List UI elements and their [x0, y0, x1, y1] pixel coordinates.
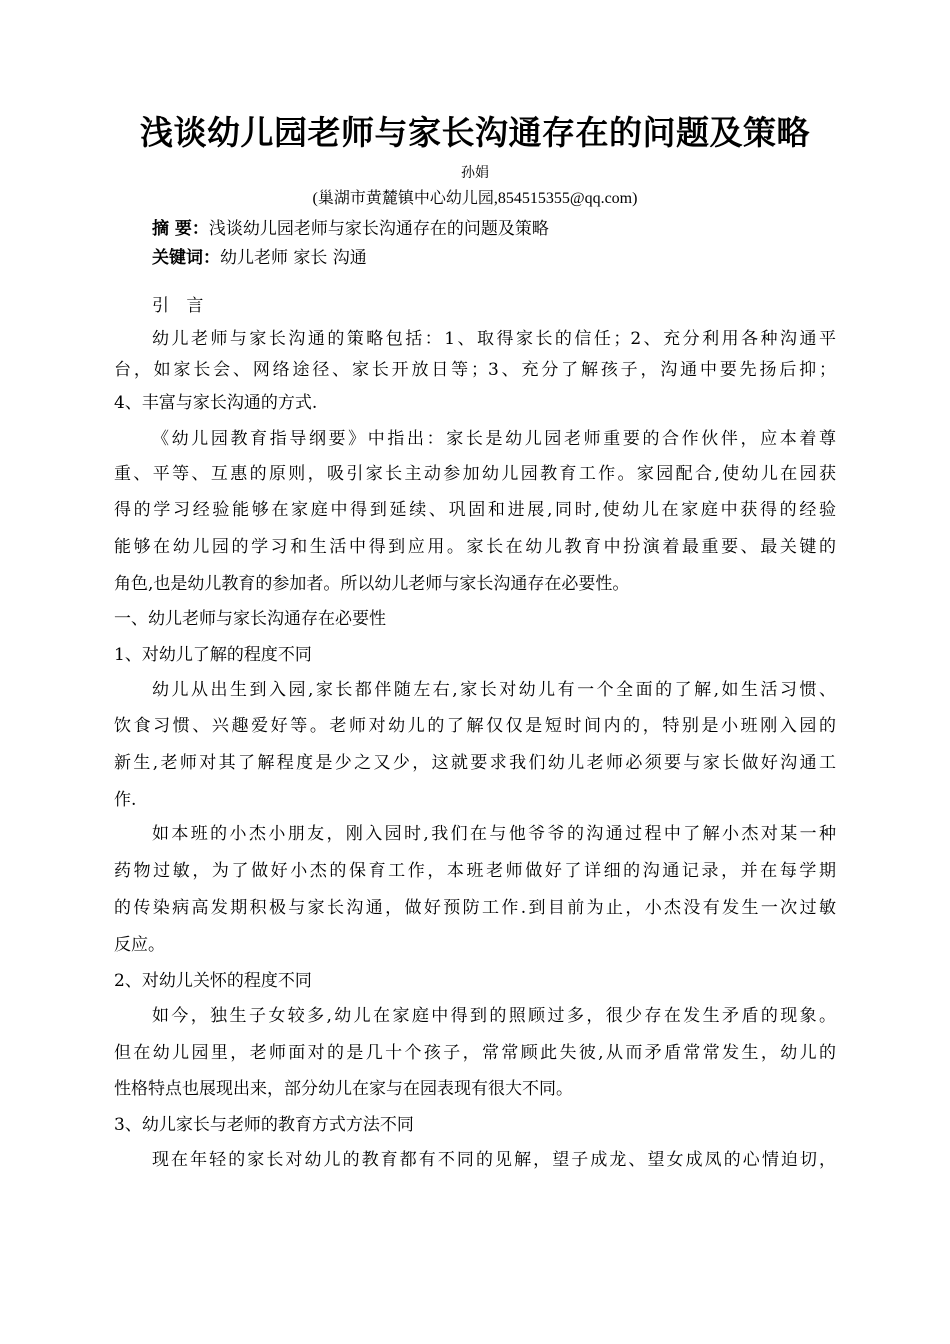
- body-line: 如本班的小杰小朋友，刚入园时,我们在与他爷爷的沟通过程中了解小杰对某一种: [152, 824, 836, 844]
- body-line: 幼儿从出生到入园,家长都伴随左右,家长对幼儿有一个全面的了解,如生活习惯、: [152, 680, 836, 700]
- intro-heading: 引 言: [152, 296, 210, 316]
- body-line: 角色,也是幼儿教育的参加者。所以幼儿老师与家长沟通存在必要性。: [114, 574, 630, 594]
- subsection-heading: 1、对幼儿了解的程度不同: [114, 645, 312, 665]
- body-line: 作.: [114, 790, 137, 810]
- body-line: 重、平等、互惠的原则，吸引家长主动参加幼儿园教育工作。家园配合,使幼儿在园获: [114, 464, 836, 484]
- body-line: 4、丰富与家长沟通的方式.: [114, 393, 318, 413]
- body-line: 能够在幼儿园的学习和生活中得到应用。家长在幼儿教育中扮演着最重要、最关键的: [114, 537, 836, 557]
- body-line: 新生,老师对其了解程度是少之又少，这就要求我们幼儿老师必须要与家长做好沟通工: [114, 753, 836, 773]
- keywords-line: [152, 245, 367, 271]
- body-line: 的传染病高发期积极与家长沟通，做好预防工作.到目前为止，小杰没有发生一次过敏: [114, 898, 836, 918]
- subsection-heading: 2、对幼儿关怀的程度不同: [114, 971, 312, 991]
- body-line: 反应。: [114, 935, 165, 955]
- body-line: 《幼儿园教育指导纲要》中指出：家长是幼儿园老师重要的合作伙伴，应本着尊: [152, 429, 836, 449]
- body-line: 药物过敏，为了做好小杰的保育工作，本班老师做好了详细的沟通记录，并在每学期: [114, 861, 836, 881]
- subsection-heading: 3、幼儿家长与老师的教育方式方法不同: [114, 1115, 414, 1135]
- author-name: 孙娟: [461, 165, 489, 181]
- paper-title: 浅谈幼儿园老师与家长沟通存在的问题及策略: [140, 113, 810, 152]
- body-line: 台，如家长会、网络途径、家长开放日等；3、充分了解孩子，沟通中要先扬后抑；: [114, 360, 836, 380]
- body-line: 但在幼儿园里，老师面对的是几十个孩子，常常顾此失彼,从而矛盾常常发生，幼儿的: [114, 1043, 836, 1063]
- keywords-label: 关键词：: [152, 248, 220, 268]
- body-line: 性格特点也展现出来，部分幼儿在家与在园表现有很大不同。: [114, 1079, 573, 1099]
- abstract-label: 摘 要：: [152, 219, 209, 239]
- abstract-text: 浅谈幼儿园老师与家长沟通存在的问题及策略: [208, 219, 549, 239]
- body-line: 如今，独生子女较多,幼儿在家庭中得到的照顾过多，很少存在发生矛盾的现象。: [152, 1006, 836, 1026]
- keywords-text: 幼儿老师 家长 沟通: [220, 248, 367, 268]
- abstract-line: [152, 216, 549, 242]
- body-line: 现在年轻的家长对幼儿的教育都有不同的见解，望子成龙、望女成凤的心情迫切，: [152, 1150, 836, 1170]
- body-line: 饮食习惯、兴趣爱好等。老师对幼儿的了解仅仅是短时间内的，特别是小班刚入园的: [114, 716, 836, 736]
- body-line: 得的学习经验能够在家庭中得到延续、巩固和进展,同时,使幼儿在家庭中获得的经验: [114, 500, 836, 520]
- section-heading: 一、幼儿老师与家长沟通存在必要性: [114, 609, 386, 629]
- body-line: 幼儿老师与家长沟通的策略包括：1、取得家长的信任；2、充分利用各种沟通平: [152, 329, 836, 349]
- author-affiliation: (巢湖市黄麓镇中心幼儿园,854515355@qq.com): [312, 190, 638, 207]
